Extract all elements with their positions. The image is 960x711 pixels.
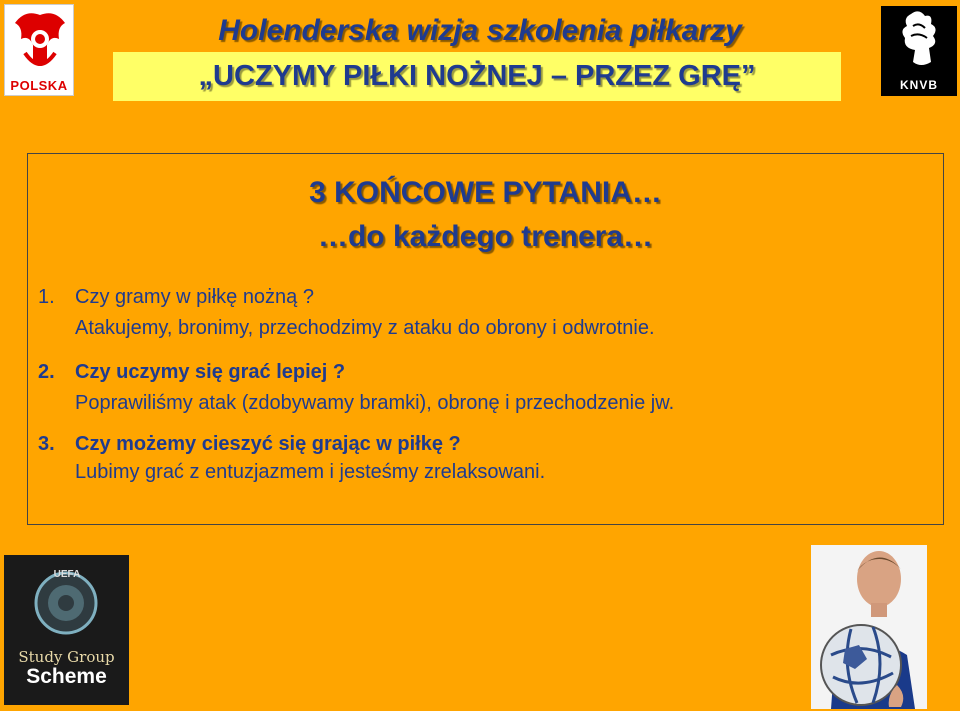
knvb-logo bbox=[881, 6, 957, 96]
answer-2: Poprawiliśmy atak (zdobywamy bramki), obronę i przechodzenie jw. bbox=[75, 392, 675, 414]
eagle-icon bbox=[5, 5, 75, 77]
study-group-text: Study Group bbox=[18, 648, 115, 666]
question-3 bbox=[38, 433, 461, 456]
question-number: 1. bbox=[38, 286, 55, 308]
question-2 bbox=[38, 361, 345, 384]
question-text: Czy gramy w piłkę nożną ? bbox=[75, 286, 314, 308]
question-number: 3. bbox=[38, 433, 55, 455]
uefa-badge-text: UEFA bbox=[53, 569, 81, 580]
slogan-text: „UCZYMY PIŁKI NOŻNEJ – PRZEZ GRĘ” bbox=[198, 60, 756, 92]
lion-icon bbox=[881, 6, 957, 76]
question-text: Czy uczymy się grać lepiej ? bbox=[75, 361, 346, 383]
polska-logo-text: POLSKA bbox=[10, 78, 68, 93]
heading-primary: 3 KOŃCOWE PYTANIA… bbox=[309, 176, 662, 209]
polska-logo bbox=[4, 4, 74, 96]
uefa-study-group-photo bbox=[4, 555, 129, 705]
slogan-banner bbox=[113, 52, 841, 101]
player-illustration bbox=[811, 545, 927, 709]
heading-secondary: …do każdego trenera… bbox=[317, 220, 654, 253]
content-box bbox=[27, 153, 944, 525]
knvb-logo-text: KNVB bbox=[899, 78, 938, 92]
answer-1: Atakujemy, bronimy, przechodzimy z ataku do obrony i odwrotnie. bbox=[75, 317, 655, 339]
answer-3: Lubimy grać z entuzjazmem i jesteśmy zrelaksowani. bbox=[75, 461, 546, 483]
question-1 bbox=[38, 286, 314, 309]
page-title: Holenderska wizja szkolenia piłkarzy bbox=[218, 14, 742, 47]
scheme-text: Scheme bbox=[26, 665, 107, 688]
question-number: 2. bbox=[38, 361, 55, 383]
question-text: Czy możemy cieszyć się grając w piłkę ? bbox=[75, 433, 461, 455]
player-with-ball-photo bbox=[811, 545, 927, 709]
